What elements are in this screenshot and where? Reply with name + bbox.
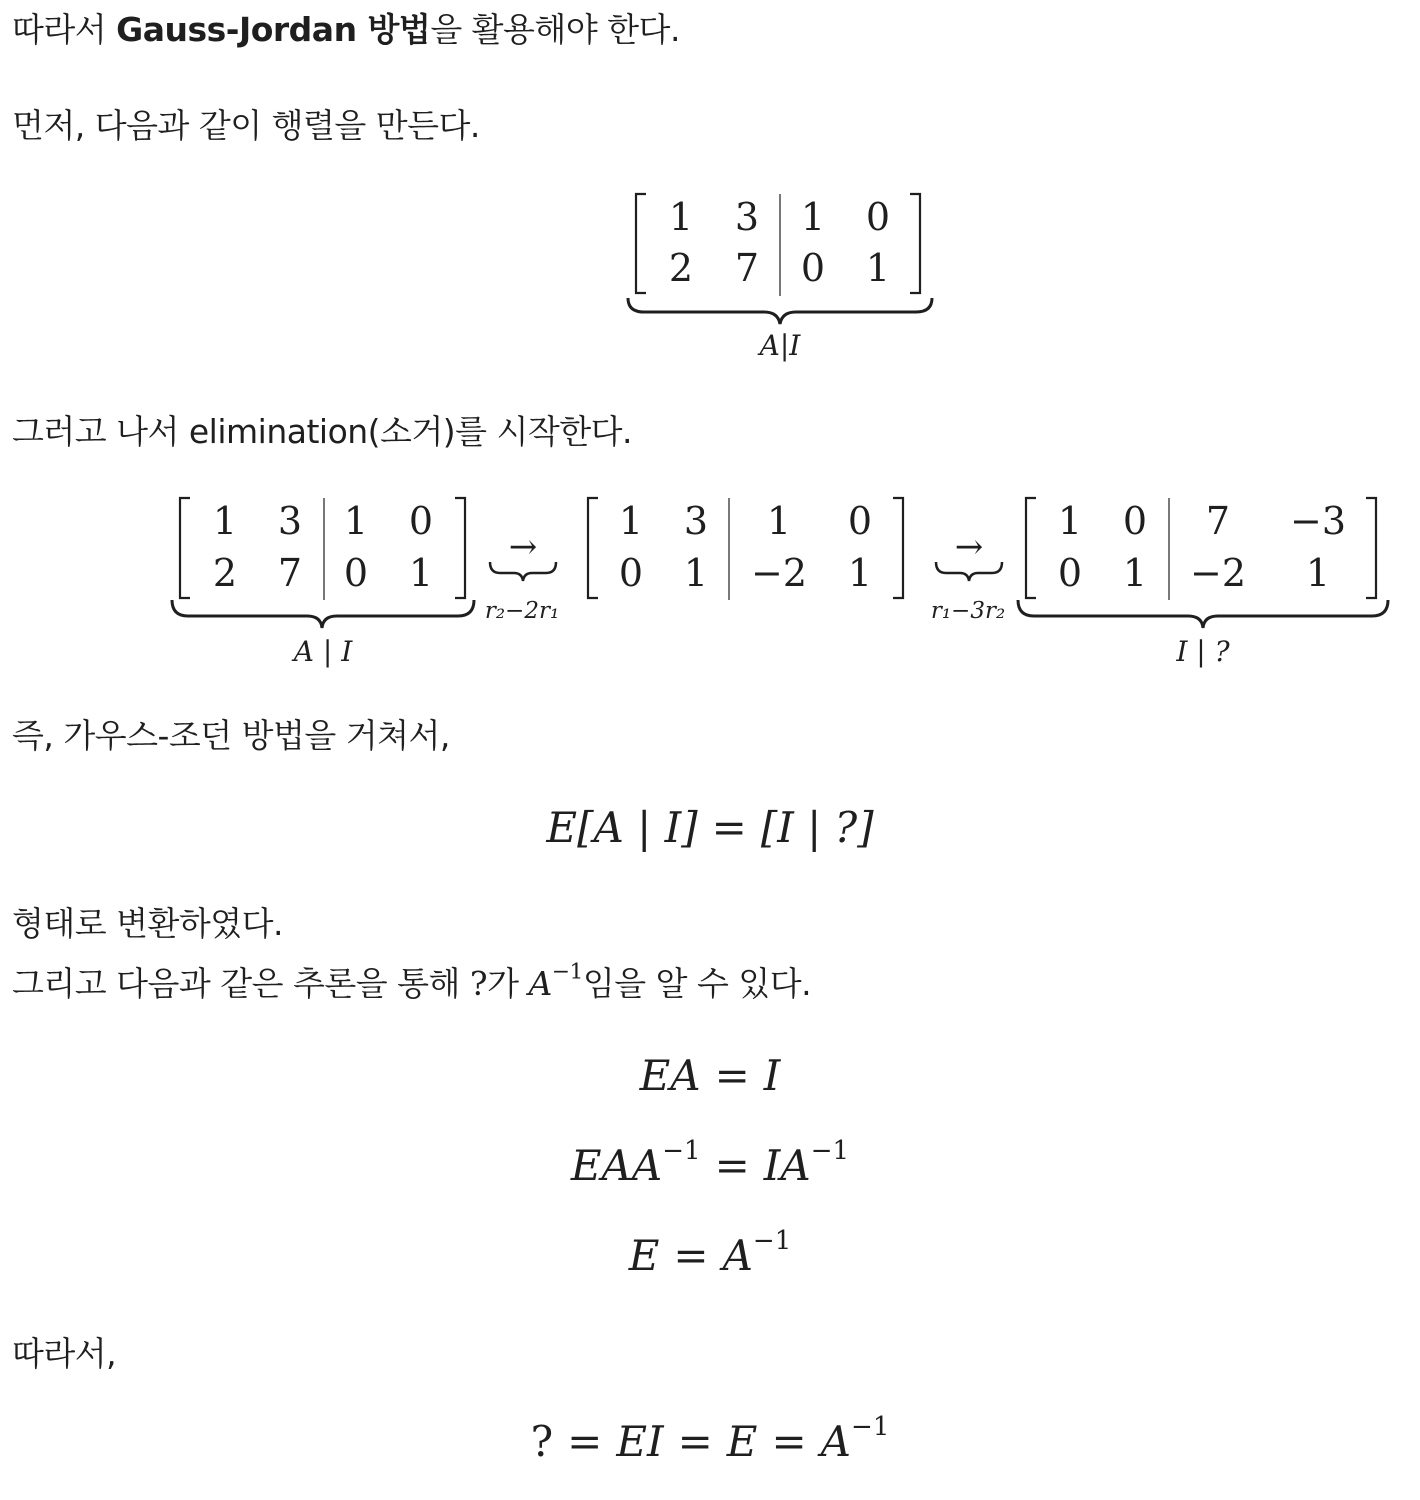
matrix-cell: 0 bbox=[800, 246, 826, 290]
step1-cell: 1 bbox=[343, 499, 369, 543]
final-ei: EI bbox=[616, 1417, 664, 1466]
therefore-sentence: 따라서, bbox=[12, 1334, 117, 1373]
step2-cell: 0 bbox=[847, 499, 873, 543]
equals-sign: = bbox=[567, 1417, 603, 1466]
step1-cell: 1 bbox=[408, 551, 434, 595]
step2-cell: −2 bbox=[750, 551, 808, 595]
inference-sentence bbox=[12, 959, 812, 1004]
step1-cell: 0 bbox=[343, 551, 369, 595]
step3-label: I | ? bbox=[1176, 635, 1230, 668]
equation-ea-i bbox=[0, 1050, 1420, 1102]
transform-sentence: 형태로 변환하였다. bbox=[12, 904, 284, 943]
equals-sign: = bbox=[714, 1141, 750, 1190]
step1-cell: 1 bbox=[212, 499, 238, 543]
step2-right-bracket bbox=[893, 498, 903, 598]
step2-cell: 3 bbox=[683, 499, 709, 543]
op1-label: r₂−2r₁ bbox=[484, 598, 560, 624]
underbrace-label: A|I bbox=[759, 329, 801, 362]
intro-bold-method: Gauss-Jordan 방법 bbox=[116, 10, 431, 49]
equals-sign: = bbox=[714, 1051, 750, 1100]
elimination-sentence: 그러고 나서 elimination(소거)를 시작한다. bbox=[12, 412, 633, 451]
eq3-rhs: A bbox=[722, 1231, 753, 1280]
step2-cell: 1 bbox=[847, 551, 873, 595]
step2-cell: 1 bbox=[683, 551, 709, 595]
underbrace bbox=[628, 298, 932, 324]
matrix-cell: 1 bbox=[668, 195, 694, 239]
equals-sign: = bbox=[673, 1231, 709, 1280]
step3-cell: −2 bbox=[1189, 551, 1247, 595]
question-mark-symbol: ? bbox=[469, 964, 488, 1003]
right-arrow-icon: → bbox=[954, 527, 984, 567]
equals-sign: = bbox=[771, 1417, 807, 1466]
step2-cell: 0 bbox=[618, 551, 644, 595]
equation-e-a-inverse bbox=[0, 1226, 1420, 1282]
eq2-lhs: EAA bbox=[570, 1141, 663, 1190]
step3-cell: 0 bbox=[1122, 499, 1148, 543]
step2-cell: 1 bbox=[618, 499, 644, 543]
main-equation bbox=[0, 802, 1420, 854]
step3-cell: 7 bbox=[1205, 499, 1231, 543]
left-bracket bbox=[636, 194, 646, 293]
matrix-a-symbol: A bbox=[528, 964, 552, 1003]
inverse-exponent: −1 bbox=[551, 959, 583, 985]
step1-cell: 3 bbox=[277, 499, 303, 543]
equals-sign: = bbox=[711, 803, 747, 852]
matrix-cell: 2 bbox=[668, 246, 694, 290]
eq2-rhs-exponent: −1 bbox=[810, 1136, 850, 1167]
matrix-cell: 3 bbox=[734, 195, 760, 239]
op2-label: r₁−3r₂ bbox=[930, 598, 1006, 624]
inference-part-c: 임을 알 수 있다. bbox=[582, 964, 812, 1003]
step1-left-bracket bbox=[180, 498, 190, 598]
intro-prefix: 따라서 bbox=[12, 10, 117, 49]
step3-cell: 1 bbox=[1057, 499, 1083, 543]
gauss-jordan-sentence: 즉, 가우스-조던 방법을 거쳐서, bbox=[12, 716, 450, 755]
step2-cell: 1 bbox=[766, 499, 792, 543]
elimination-steps-figure bbox=[0, 488, 1420, 678]
augmented-matrix-figure bbox=[620, 188, 940, 363]
matrix-cell: 1 bbox=[800, 195, 826, 239]
final-a-exponent: −1 bbox=[851, 1412, 890, 1443]
step3-cell: 1 bbox=[1305, 551, 1331, 595]
eq2-lhs-exponent: −1 bbox=[662, 1136, 701, 1167]
step3-left-bracket bbox=[1026, 498, 1036, 598]
make-matrix-sentence: 먼저, 다음과 같이 행렬을 만든다. bbox=[12, 106, 480, 145]
intro-suffix: 을 활용해야 한다. bbox=[430, 10, 680, 49]
eq2-rhs: IA bbox=[763, 1141, 811, 1190]
inference-part-a: 그리고 다음과 같은 추론을 통해 bbox=[12, 964, 470, 1003]
step1-cell: 7 bbox=[277, 551, 303, 595]
main-equation-rhs: [I | ?] bbox=[760, 803, 874, 852]
step3-underbrace bbox=[1018, 600, 1388, 628]
intro-sentence bbox=[12, 10, 680, 50]
eq3-rhs-exponent: −1 bbox=[752, 1226, 792, 1257]
final-question-mark: ? bbox=[530, 1417, 554, 1466]
eq3-lhs: E bbox=[628, 1231, 660, 1280]
step1-cell: 0 bbox=[408, 499, 434, 543]
step1-label: A | I bbox=[293, 635, 353, 668]
step3-cell: 0 bbox=[1057, 551, 1083, 595]
step3-cell: −3 bbox=[1289, 499, 1347, 543]
step1-cell: 2 bbox=[212, 551, 238, 595]
step1-underbrace bbox=[172, 600, 474, 628]
right-arrow-icon: → bbox=[508, 527, 538, 567]
final-a: A bbox=[820, 1417, 852, 1466]
eq1-rhs: I bbox=[763, 1051, 781, 1100]
eq1-lhs: EA bbox=[639, 1051, 701, 1100]
equation-eaa-inverse bbox=[0, 1136, 1420, 1192]
main-equation-lhs: E[A | I] bbox=[546, 803, 698, 852]
step1-right-bracket bbox=[455, 498, 465, 598]
matrix-cell: 7 bbox=[734, 246, 760, 290]
inference-part-b: 가 bbox=[487, 964, 529, 1003]
final-equation bbox=[0, 1412, 1420, 1468]
step3-cell: 1 bbox=[1122, 551, 1148, 595]
matrix-cell: 0 bbox=[865, 195, 891, 239]
right-bracket bbox=[910, 194, 920, 293]
final-e: E bbox=[726, 1417, 758, 1466]
equals-sign: = bbox=[677, 1417, 713, 1466]
step2-left-bracket bbox=[588, 498, 598, 598]
matrix-cell: 1 bbox=[865, 246, 891, 290]
step3-right-bracket bbox=[1366, 498, 1376, 598]
